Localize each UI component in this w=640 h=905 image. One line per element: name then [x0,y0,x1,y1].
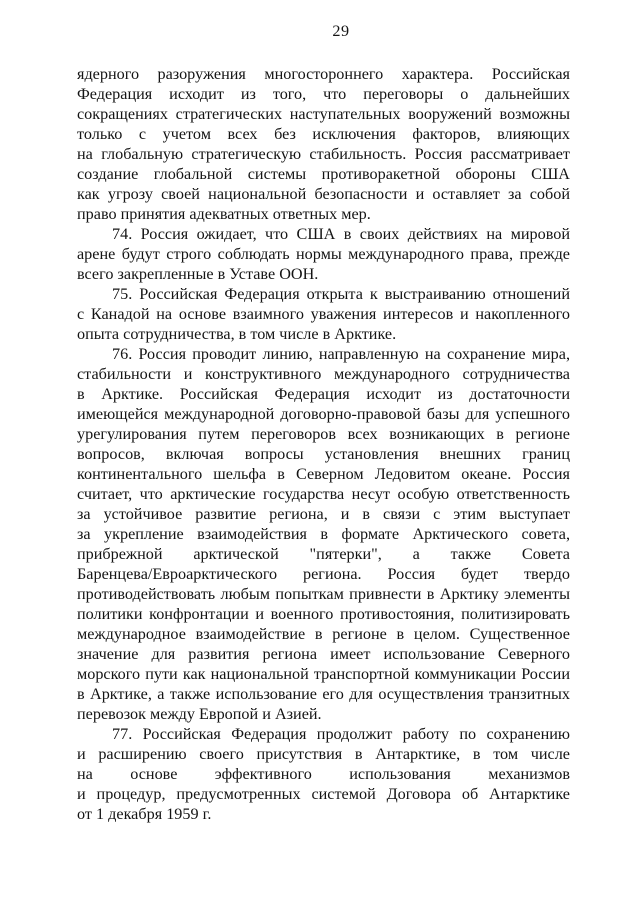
text-line: арене будут строго соблюдать нормы международного права, прежде [77,245,570,263]
text-line: считает, что арктические государства несут особую ответственность [77,485,570,503]
text-line: 76. Россия проводит линию, направленную на сохранение мира, [112,345,570,363]
text-line: политики конфронтации и военного противостояния, политизировать [77,605,570,623]
text-line: ядерного разоружения многостороннего характера. Российская [77,65,570,83]
text-line: прибрежной арктической "пятерки", а также Совета [77,545,570,563]
text-line: как угрозу своей национальной безопасности и оставляет за собой [77,185,570,203]
text-line: стабильности и конструктивного международного сотрудничества [77,365,570,383]
paragraph [77,724,570,824]
text-line: имеющейся международной договорно-правовой базы для успешного [77,405,570,423]
text-line: на глобальную стратегическую стабильность. Россия рассматривает [77,145,570,163]
text-line: 77. Российская Федерация продолжит работу по сохранению [112,725,570,743]
text-line: за устойчивое развитие региона, и в связи с этим выступает [77,505,570,523]
text-line: за укрепление взаимодействия в формате Арктического совета, [77,525,570,543]
page-number: 29 [332,22,350,40]
text-line: урегулирования путем переговоров всех возникающих в регионе [77,425,570,443]
text-line: опыта сотрудничества, в том числе в Арктике. [77,325,397,343]
text-line: в Арктике. Российская Федерация исходит из достаточности [77,385,570,403]
text-line: на основе эффективного использования механизмов [77,765,570,783]
text-line: только с учетом всех без исключения факторов, влияющих [77,125,570,143]
text-line: и расширению своего присутствия в Антарктике, в том числе [77,745,570,763]
text-line: значение для развития региона имеет использование Северного [77,645,570,663]
text-line: 75. Российская Федерация открыта к выстраиванию отношений [112,285,570,303]
text-line: вопросов, включая вопросы установления внешних границ [77,445,570,463]
text-line: с Канадой на основе взаимного уважения интересов и накопленного [77,305,570,323]
paragraph [77,344,570,724]
text-line: от 1 декабря 1959 г. [77,805,212,823]
text-line: Баренцева/Евроарктического региона. Россия будет твердо [77,565,570,583]
text-line: противодействовать любым попыткам привнести в Арктику элементы [77,585,570,603]
text-line: создание глобальной системы противоракетной обороны США [77,165,570,183]
document-body [77,64,570,824]
text-line: сокращениях стратегических наступательных вооружений возможны [77,105,570,123]
text-line: Федерация исходит из того, что переговоры о дальнейших [77,85,570,103]
paragraph [77,64,570,224]
text-line: морского пути как национальной транспортной коммуникации России [77,665,570,683]
paragraph [77,284,570,344]
text-line: 74. Россия ожидает, что США в своих действиях на мировой [112,225,570,243]
text-line: международное взаимодействие в регионе в целом. Существенное [77,625,570,643]
text-line: всего закрепленные в Уставе ООН. [77,265,319,283]
text-line: перевозок между Европой и Азией. [77,705,322,723]
text-line: в Арктике, а также использование его для осуществления транзитных [77,685,570,703]
text-line: и процедур, предусмотренных системой Договора об Антарктике [77,785,570,803]
paragraph [77,224,570,284]
text-line: континентального шельфа в Северном Ледовитом океане. Россия [77,465,570,483]
text-line: право принятия адекватных ответных мер. [77,205,371,223]
